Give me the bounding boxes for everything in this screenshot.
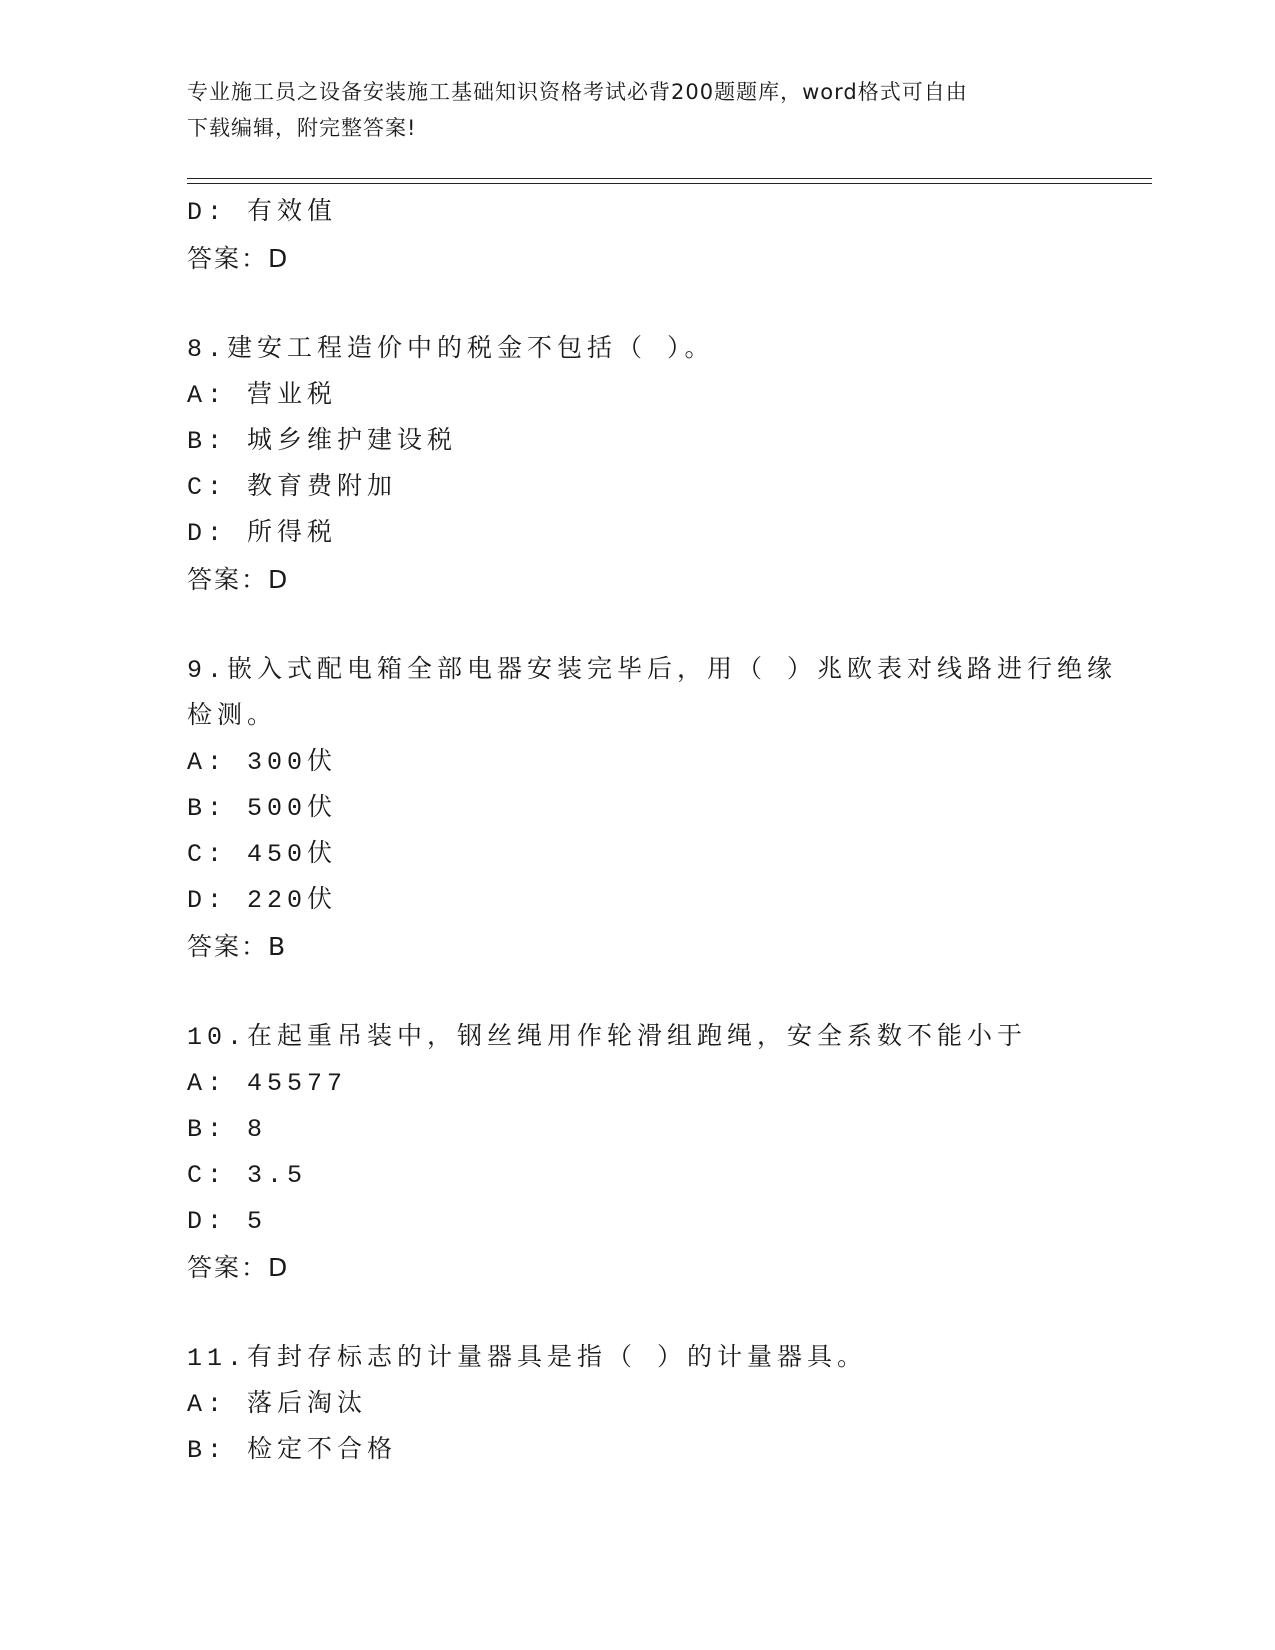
- option-line: B: 500伏: [187, 794, 338, 823]
- section-gap: [187, 1291, 1087, 1336]
- question-text: 检测。: [187, 702, 278, 731]
- option-line: D: 所得税: [187, 519, 338, 548]
- answer-line: 答案：D: [187, 244, 290, 273]
- header-divider-bottom: [187, 183, 1152, 184]
- option-line: A: 45577: [187, 1069, 348, 1098]
- document-header: [187, 74, 1067, 146]
- option-line: D: 5: [187, 1207, 268, 1236]
- option-line: B: 8: [187, 1115, 268, 1144]
- option-line: A: 营业税: [187, 381, 338, 410]
- answer-line: 答案：D: [187, 565, 290, 594]
- header-divider-top: [187, 178, 1152, 179]
- question-text: 10.在起重吊装中，钢丝绳用作轮滑组跑绳，安全系数不能小于: [187, 1023, 1028, 1052]
- option-line: B: 城乡维护建设税: [187, 427, 458, 456]
- section-gap: [187, 970, 1087, 1015]
- question-text: 9.嵌入式配电箱全部电器安装完毕后，用（ ）兆欧表对线路进行绝缘: [187, 656, 1118, 685]
- option-line: C: 3.5: [187, 1161, 308, 1190]
- option-line: C: 450伏: [187, 840, 338, 869]
- section-gap: [187, 282, 1087, 327]
- question-list: [187, 190, 1118, 1474]
- option-line: A: 300伏: [187, 748, 338, 777]
- option-line: B: 检定不合格: [187, 1436, 398, 1465]
- option-line: D: 220伏: [187, 886, 338, 915]
- option-line: D: 有效值: [187, 198, 338, 227]
- section-gap: [187, 603, 1087, 648]
- option-line: A: 落后淘汰: [187, 1390, 368, 1419]
- header-line-2: 下载编辑，附完整答案!: [187, 116, 417, 140]
- answer-line: 答案：B: [187, 932, 288, 961]
- answer-line: 答案：D: [187, 1253, 290, 1282]
- option-line: C: 教育费附加: [187, 473, 398, 502]
- question-text: 8.建安工程造价中的税金不包括（ ）。: [187, 335, 715, 364]
- question-text: 11.有封存标志的计量器具是指（ ）的计量器具。: [187, 1344, 868, 1373]
- header-line-1: 专业施工员之设备安装施工基础知识资格考试必背200题题库，word格式可自由: [187, 80, 968, 104]
